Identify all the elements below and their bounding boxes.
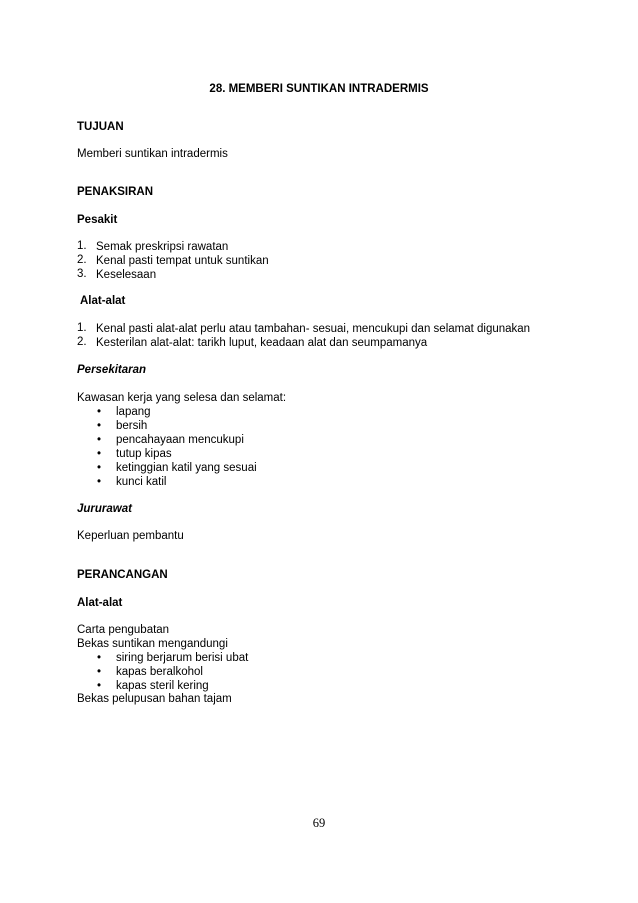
alat-alat-heading: Alat-alat [80, 295, 126, 307]
pesakit-heading: Pesakit [77, 214, 118, 226]
list-item: ketinggian katil yang sesuai [116, 462, 257, 474]
tujuan-text: Memberi suntikan intradermis [77, 148, 228, 160]
list-item: kapas beralkohol [116, 666, 203, 678]
list-item: kunci katil [116, 476, 167, 488]
list-item: Kenal pasti tempat untuk suntikan [96, 255, 269, 267]
perancangan-heading: PERANCANGAN [77, 569, 168, 581]
list-number: 1. [77, 240, 87, 252]
perancangan-line: Carta pengubatan [77, 624, 170, 636]
persekitaran-heading: Persekitaran [77, 364, 147, 376]
tujuan-heading: TUJUAN [77, 121, 124, 133]
page-number: 69 [312, 816, 326, 830]
jururawat-heading: Jururawat [77, 503, 132, 515]
list-item: lapang [116, 406, 151, 418]
perancangan-alat-heading: Alat-alat [77, 597, 123, 609]
bullet-icon: • [97, 462, 102, 474]
list-item: siring berjarum berisi ubat [116, 652, 249, 664]
list-item: bersih [116, 420, 148, 432]
list-item: Kesterilan alat-alat: tarikh luput, keadaan alat dan seumpamanya [96, 337, 428, 349]
list-item: Kenal pasti alat-alat perlu atau tambahan- sesuai, mencukupi dan selamat digunakan [96, 323, 531, 335]
persekitaran-intro: Kawasan kerja yang selesa dan selamat: [77, 392, 287, 404]
list-number: 2. [77, 254, 87, 266]
list-item: Keselesaan [96, 269, 157, 281]
list-number: 1. [77, 322, 87, 334]
bullet-icon: • [97, 448, 102, 460]
bullet-icon: • [97, 420, 102, 432]
bullet-icon: • [97, 434, 102, 446]
bullet-icon: • [97, 652, 102, 664]
bullet-icon: • [97, 476, 102, 488]
list-item: tutup kipas [116, 448, 172, 460]
document-title: 28. MEMBERI SUNTIKAN INTRADERMIS [209, 83, 429, 95]
list-number: 3. [77, 268, 87, 280]
list-item: pencahayaan mencukupi [116, 434, 244, 446]
penaksiran-heading: PENAKSIRAN [77, 186, 154, 198]
bullet-icon: • [97, 680, 102, 692]
bullet-icon: • [97, 406, 102, 418]
list-number: 2. [77, 336, 87, 348]
list-item: kapas steril kering [116, 680, 209, 692]
list-item: Semak preskripsi rawatan [96, 241, 229, 253]
perancangan-line: Bekas suntikan mengandungi [77, 638, 228, 650]
bullet-icon: • [97, 666, 102, 678]
jururawat-text: Keperluan pembantu [77, 530, 184, 542]
perancangan-line: Bekas pelupusan bahan tajam [77, 693, 232, 705]
